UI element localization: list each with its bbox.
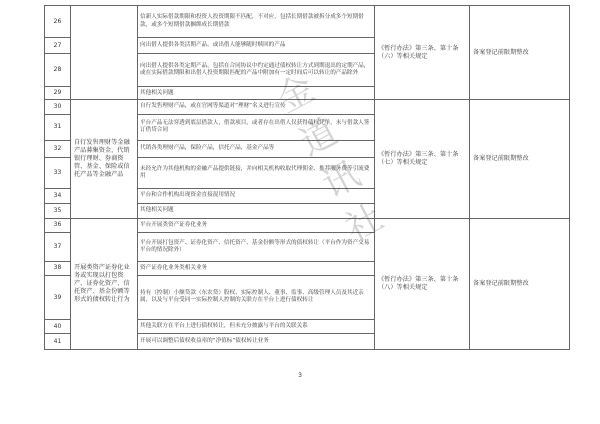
basis-cell: 《暂行办法》第三条、第十条（六）等相关规定 xyxy=(375,6,470,100)
regulation-table xyxy=(44,5,570,350)
item-text: 代销各类理财产品，保险产品，信托产品，基金产品等 xyxy=(138,140,375,157)
row-number: 29 xyxy=(45,87,71,100)
table-row xyxy=(45,100,570,114)
row-number: 33 xyxy=(45,157,71,188)
category-cell xyxy=(71,6,138,100)
item-text: 持有（控制）小额贷款（东农贷）股权、实际控制人、董事、监事、高级管理人员及其近亲属，以及与平台受同一实际控制人控制的关联方在平台上进行债权转让 xyxy=(138,275,375,319)
action-cell: 备案登记前限期整改 xyxy=(470,100,570,218)
category-cell: 开展类资产证券化业务或实现以打包资产、证券化资产、信托资产、基金份额等形式的债权转让行为 xyxy=(71,218,138,349)
row-number: 30 xyxy=(45,100,71,114)
row-number: 40 xyxy=(45,320,71,334)
item-text: 开展可以调整后债权收益率的“净值标”债权转让业务 xyxy=(138,334,375,350)
row-number: 31 xyxy=(45,114,71,140)
item-text: 平台产品无法穿透到底层借款人，借款项目，或者存在出借人仅获得债权凭单，未与借款人签订借贷合同 xyxy=(138,114,375,140)
row-number: 39 xyxy=(45,275,71,319)
basis-cell: 《暂行办法》第三条、第十条（七）等相关规定 xyxy=(375,100,470,218)
item-text: 平台开展类资产证券化业务 xyxy=(138,218,375,232)
row-number: 26 xyxy=(45,6,71,38)
row-number: 41 xyxy=(45,334,71,350)
item-text: 自行发售理财产品，或在官网等渠道对“理财”名义进行宣传 xyxy=(138,100,375,114)
page-number: 3 xyxy=(298,372,302,379)
item-text: 平台开展打包资产、证券化资产、信托资产、基金份额等形式的债权转让（平台作为资产交易平台的情况除外） xyxy=(138,232,375,261)
row-number: 32 xyxy=(45,140,71,157)
action-cell: 备案登记前限期整改 xyxy=(470,218,570,349)
row-number: 36 xyxy=(45,218,71,232)
watermark: 金道讯社 xyxy=(270,67,390,250)
item-text: 资产证券化业务类相关业务 xyxy=(138,261,375,275)
item-text: 其他相关问题 xyxy=(138,204,375,218)
row-number: 34 xyxy=(45,188,71,204)
item-text: 向出借人提供各类活期产品，或出借人能够随时赎回的产品 xyxy=(138,38,375,54)
row-number: 37 xyxy=(45,232,71,261)
item-text: 未经允许为其他机构的金融产品提供链接，并向相关机构收取代理佣金、推荐服务费等引流费用 xyxy=(138,157,375,188)
row-number: 35 xyxy=(45,204,71,218)
basis-cell: 《暂行办法》第三条、第十条（八）等相关规定 xyxy=(375,218,470,349)
item-text: 平台和合作机构出现资金直接混用情况 xyxy=(138,188,375,204)
item-text: 向出借人提供各类定期产品，包括在合同协议中约定通过债权转让方式到期退出的定期产品，或在实际借款期限和出借人投资期限匹配的产品中附加有一定时间后可以转让的产品除外 xyxy=(138,53,375,86)
table-row xyxy=(45,6,570,38)
row-number: 28 xyxy=(45,53,71,86)
item-text: 信新人实际借款期限和投资人投资期限不匹配，不对应，包括长期借款被拆分成多个短期借款，或多个短期借款捆绑成长期借款 xyxy=(138,6,375,38)
row-number: 38 xyxy=(45,261,71,275)
row-number: 27 xyxy=(45,38,71,54)
item-text: 其他关联方在平台上进行债权转让，但未充分披露与平台的关联关系 xyxy=(138,320,375,334)
category-cell: 自行发售理财等金融产品募集资金，代销银行理财、券商资管、基金、保险或信托产品等金融产品 xyxy=(71,100,138,218)
item-text: 其他相关问题 xyxy=(138,87,375,100)
action-cell: 备案登记前限期整改 xyxy=(470,6,570,100)
table-row xyxy=(45,218,570,232)
